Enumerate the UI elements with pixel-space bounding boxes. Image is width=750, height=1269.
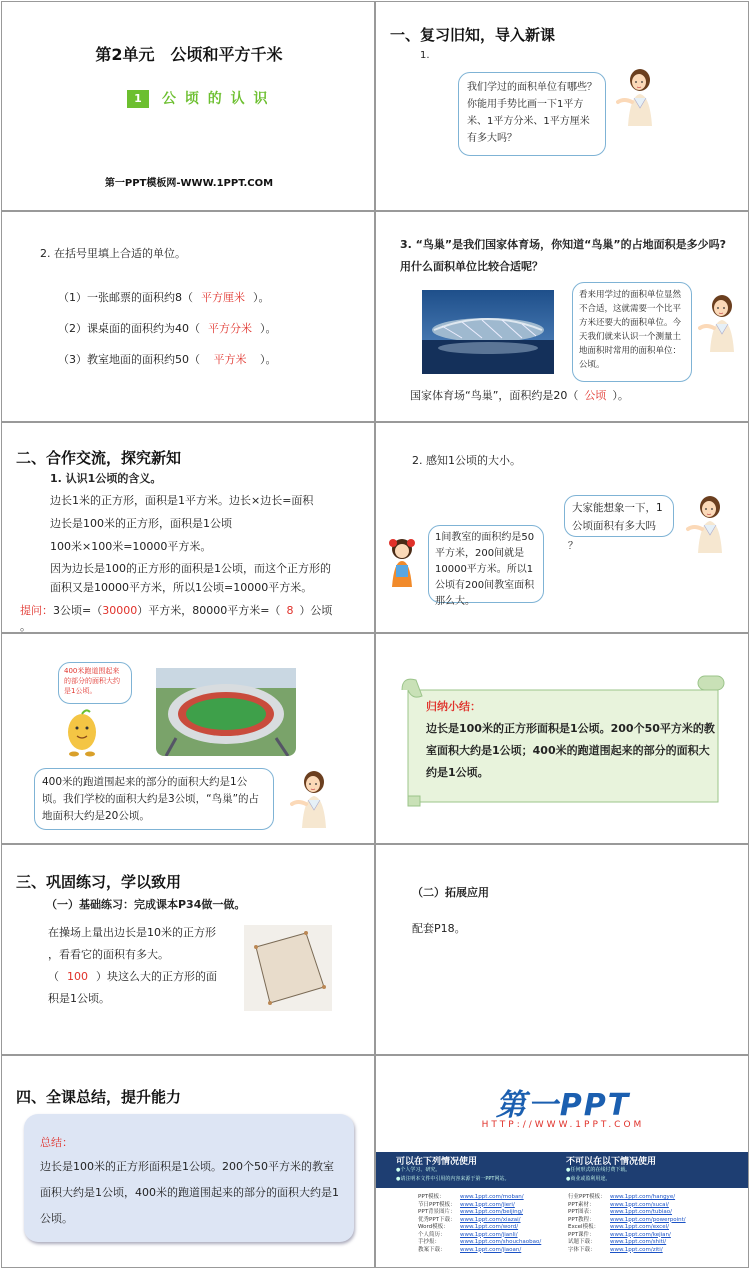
potato-character-icon	[60, 708, 104, 758]
line-3: 100米×100米=10000平方米。	[50, 540, 212, 553]
cannot-use-1: ●任何形式的在线付费下载。	[566, 1167, 631, 1173]
stadium-photo	[156, 668, 296, 756]
section-heading: 二、合作交流，探究新知	[16, 449, 182, 467]
section-heading: 四、全课总结，提升能力	[16, 1088, 182, 1106]
fill-item: （1）一张邮票的面积约8（ 平方厘米 ）。	[58, 288, 270, 307]
link-row	[418, 1232, 568, 1240]
link-row	[568, 1239, 738, 1247]
site-link[interactable]: www.1ppt.com/jianli/	[460, 1231, 518, 1238]
square-field-photo	[244, 925, 332, 1011]
slide-stadium[interactable]	[1, 633, 375, 844]
section-heading: 三、巩固练习，学以致用	[16, 873, 182, 891]
small-speech-bubble: 400米跑道围起来的部分的面积大约是1公顷。	[58, 662, 132, 704]
site-name: 第一PPT模板网-WWW.1PPT.COM	[104, 178, 274, 189]
conclusion-text: 边长是100米的正方形面积是1公顷。200个50平方米的教室面积大约是1公顷，400米的跑道围起来的部分的面积大约是1公顷。	[40, 1160, 339, 1225]
site-link[interactable]: www.1ppt.com/hangye/	[610, 1194, 676, 1200]
answer: 30000	[102, 604, 138, 617]
link-row	[568, 1209, 738, 1217]
slide-extension[interactable]	[375, 844, 749, 1055]
site-link[interactable]: www.1ppt.com/ziti/	[610, 1246, 663, 1253]
site-link[interactable]: www.1ppt.com/shouchaobao/	[460, 1239, 542, 1245]
can-use-2: ●请注明本文件中引用的内容来源于第一PPT网站。	[396, 1176, 510, 1182]
link-label: 教案下载：	[418, 1246, 446, 1253]
link-label: PPT背景图片：	[418, 1209, 456, 1215]
lesson-title: 公 顷 的 认 识	[162, 91, 270, 107]
question-number: 1.	[420, 50, 430, 61]
link-row	[418, 1224, 568, 1232]
unit-title: 第2单元 公顷和平方千米	[95, 45, 283, 64]
link-label: PPT教程：	[568, 1216, 595, 1223]
line-4: 积是1公顷。	[48, 992, 110, 1005]
slide-title[interactable]	[1, 1, 375, 211]
speech-bubble: 大家能想象一下，1公顷面积有多大吗	[564, 495, 674, 537]
link-label: PPT素材：	[568, 1201, 595, 1208]
logo-url: HTTP://WWW.1PPT.COM	[481, 1120, 645, 1130]
link-row	[568, 1224, 738, 1232]
link-label: PPT图表：	[568, 1209, 595, 1215]
lesson-number-badge: 1	[127, 90, 149, 108]
can-use-title: 可以在下列情况使用	[396, 1157, 478, 1167]
link-row	[568, 1194, 738, 1202]
teacher-icon	[698, 292, 742, 352]
logo-text: 第一PPT	[495, 1088, 631, 1123]
site-link[interactable]: www.1ppt.com/powerpoint/	[610, 1216, 686, 1223]
link-row	[418, 1194, 568, 1202]
student-girl-icon	[384, 537, 420, 587]
link-label: 字体下载：	[568, 1246, 596, 1253]
sub-heading: 2. 感知1公顷的大小。	[412, 454, 521, 467]
site-link[interactable]: www.1ppt.com/word/	[460, 1224, 519, 1230]
cannot-use-title: 不可以在以下情况使用	[566, 1157, 657, 1167]
link-label: 优秀PPT下载：	[418, 1216, 456, 1223]
extension-text: 配套P18。	[412, 922, 466, 935]
line-2: ，看看它的面积有多大。	[48, 948, 169, 961]
link-row	[418, 1209, 568, 1217]
birds-nest-photo	[422, 290, 554, 374]
site-link[interactable]: www.1ppt.com/sucai/	[610, 1201, 669, 1208]
line-4: 因为边长是100的正方形的面积是1公顷，而这个正方形的面积又是10000平方米，所以1公顷=10000平方米。	[50, 562, 331, 594]
link-row	[418, 1247, 568, 1255]
link-label: 试题下载：	[568, 1239, 596, 1245]
link-label: 节日PPT模板：	[418, 1201, 456, 1208]
line-3: （ 100 ）块这么大的正方形的面	[48, 970, 217, 983]
link-label: 行业PPT模板：	[568, 1194, 606, 1200]
link-row	[568, 1247, 738, 1255]
slide-practice[interactable]	[1, 844, 375, 1055]
speech-bubble: 看来用学过的面积单位显然不合适，这就需要一个比平方米还要大的面积单位。今天我们就来认识一个测量土地面积时常用的面积单位：公顷。	[572, 282, 692, 382]
fill-item: （2）课桌面的面积约为40（ 平方分米 ）。	[58, 319, 277, 338]
question-text: 3. “鸟巢”是我们国家体育场，你知道“鸟巢”的占地面积是多少吗?用什么面积单位比较合适呢？	[400, 238, 726, 273]
cannot-use-2: ●商业或盈利用途。	[566, 1176, 611, 1182]
line-2: 边长是100米的正方形，面积是1公顷	[50, 517, 232, 530]
summary-label: 归纳小结：	[426, 700, 481, 713]
link-label: 个人简历：	[418, 1231, 446, 1238]
fill-item: （3）教室地面的面积约50（ 平方米 ）。	[58, 350, 277, 369]
teacher-icon	[686, 493, 730, 553]
can-use-1: ●个人学习、研究。	[396, 1167, 441, 1173]
speech-bubble: 1间教室的面积约是50平方米，200间就是10000平方米。所以1公顷有200间教室面积那么大。	[428, 525, 544, 603]
link-label: PPT模板：	[418, 1194, 445, 1200]
site-link[interactable]: www.1ppt.com/xiazai/	[460, 1216, 521, 1223]
slide-credits[interactable]	[375, 1055, 749, 1268]
slide-fill-units[interactable]	[1, 211, 375, 422]
site-link[interactable]: www.1ppt.com/jieri/	[460, 1201, 515, 1208]
answer: 平方厘米	[201, 291, 245, 304]
link-row	[568, 1202, 738, 1210]
exercise-title: 2. 在括号里填上合适的单位。	[40, 247, 186, 260]
answer: 平方分米	[208, 322, 252, 335]
answer: 平方米	[213, 353, 247, 366]
site-link[interactable]: www.1ppt.com/kejian/	[610, 1231, 671, 1238]
slide-perceive-size[interactable]	[375, 422, 749, 633]
link-label: 手抄报：	[418, 1239, 441, 1245]
answer-line: 国家体育场“鸟巢”，面积约是20（ 公顷 ）。	[410, 389, 629, 402]
line-1: 边长1米的正方形，面积是1平方米。边长×边长=面积	[50, 494, 314, 507]
teacher-icon	[616, 66, 660, 126]
period: 。	[20, 620, 31, 633]
conclusion-label: 总结：	[40, 1136, 73, 1149]
sub-heading: （二）拓展应用	[412, 886, 489, 899]
line-1: 在操场上量出边长是10米的正方形	[48, 926, 216, 939]
speech-bubble: 400米的跑道围起来的部分的面积大约是1公顷。我们学校的面积大约是3公顷，“鸟巢”的占地面积大约是20公顷。	[34, 768, 274, 830]
slide-summary-scroll[interactable]	[375, 633, 749, 844]
teacher-icon	[290, 768, 334, 828]
question-line: 提问：3公顷=（30000）平方米，80000平方米=（ 8 ）公顷	[20, 604, 333, 617]
sub-heading: （一）基础练习：完成课本P34做一做。	[46, 898, 246, 911]
site-link[interactable]: www.1ppt.com/jiaoan/	[460, 1246, 522, 1253]
answer: 100	[67, 970, 88, 983]
answer: 公顷	[584, 389, 607, 402]
site-link[interactable]: www.1ppt.com/shiti/	[610, 1239, 667, 1245]
site-link[interactable]: www.1ppt.com/tubiao/	[610, 1209, 672, 1215]
links-left	[418, 1194, 568, 1254]
slide-birds-nest[interactable]	[375, 211, 749, 422]
slide-review[interactable]	[375, 1, 749, 211]
link-label: Word模板：	[418, 1224, 449, 1230]
slide-conclusion[interactable]	[1, 1055, 375, 1268]
summary-text: 边长是100米的正方形面积是1公顷。200个50平方米的教室面积大约是1公顷；400米的跑道围起来的部分的面积大约是1公顷。	[426, 722, 715, 779]
site-link[interactable]: www.1ppt.com/beijing/	[460, 1209, 524, 1215]
link-label: PPT课件：	[568, 1231, 595, 1238]
links-right	[568, 1194, 738, 1254]
question-mark: ？	[568, 541, 578, 552]
site-link[interactable]: www.1ppt.com/moban/	[460, 1194, 524, 1200]
sub-heading: 1. 认识1公顷的含义。	[50, 472, 162, 485]
section-heading: 一、复习旧知，导入新课	[390, 26, 556, 44]
link-row	[418, 1217, 568, 1225]
slide-hectare-meaning[interactable]	[1, 422, 375, 633]
speech-bubble: 我们学过的面积单位有哪些？你能用手势比画一下1平方米、1平方分米、1平方厘米有多大吗？	[458, 72, 606, 156]
link-label: Excel模板：	[568, 1224, 600, 1230]
link-row	[418, 1239, 568, 1247]
link-row	[418, 1202, 568, 1210]
link-row	[568, 1217, 738, 1225]
site-link[interactable]: www.1ppt.com/excel/	[610, 1224, 669, 1230]
answer: 8	[286, 604, 294, 617]
link-row	[568, 1232, 738, 1240]
